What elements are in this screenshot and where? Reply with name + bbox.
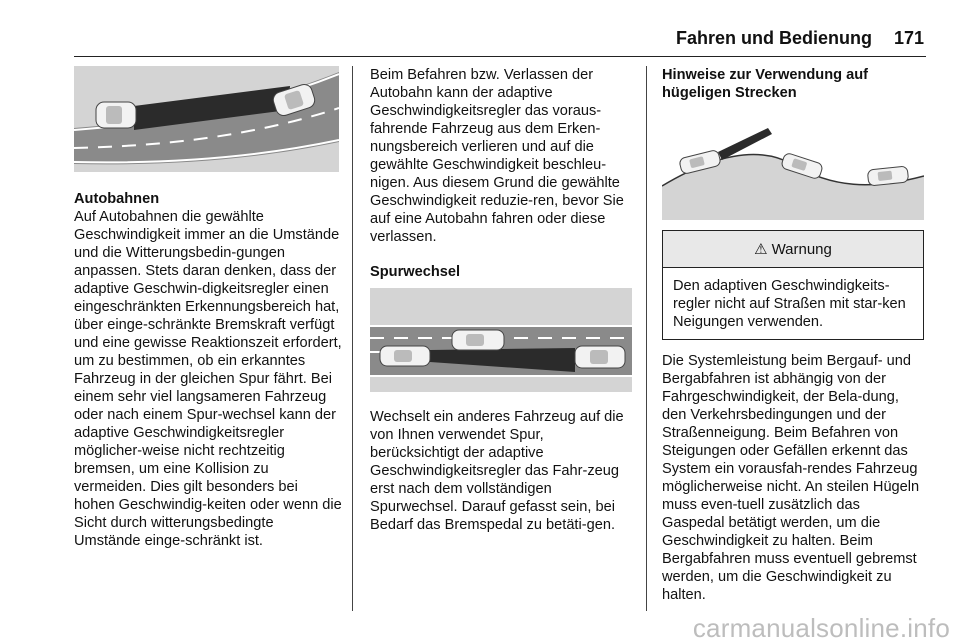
column-divider-2 <box>646 66 647 611</box>
paragraph-autobahnen: Auf Autobahnen die gewählte Geschwindigkeit immer an die Umstände und die Witterungsbedin-gungen anpassen. Stets daran denken, dass der adaptive Geschwin-digkeitsregler einen eingeschränkten Erkennungsbereich hat, über einge-schränkte Bremskraft verfügt und eine gewisse Reaktionszeit erfordert, um zu bestimmen, ob ein erkanntes Fahrzeug in der gleichen Spur fährt. Bei einem sehr viel langsameren Fahrzeug oder nach einem Spur-wechsel kann der adaptive Geschwindigkeitsregler möglicher-weise nicht rechtzeitig bremsen, um eine Kollision zu vermeiden. Dies gilt besonders bei hohen Geschwindig-keiten oder wenn die Sicht durch witterungsbedingte Umstände einge-schränkt ist. <box>74 209 342 549</box>
warning-box <box>662 230 924 340</box>
section-heading-huegelige-strecken: Hinweise zur Verwendung auf hügeligen Strecken <box>662 67 868 101</box>
page-number: 171 <box>893 28 924 48</box>
warning-text: Den adaptiven Geschwindigkeits-regler nicht auf Straßen mit star-ken Neigungen verwenden. <box>673 278 906 330</box>
section-heading-autobahnen: Autobahnen <box>74 191 160 207</box>
lane-change-illustration <box>370 288 632 392</box>
warning-title: Warnung <box>771 240 832 258</box>
section-heading-spurwechsel: Spurwechsel <box>370 264 461 280</box>
column-2-text-bottom <box>370 408 632 534</box>
warning-triangle-icon: ⚠ <box>754 241 768 258</box>
hilly-road-illustration <box>662 112 924 220</box>
column-2-text-top <box>370 66 632 246</box>
warning-header <box>663 231 923 268</box>
paragraph-autobahn-exit: Beim Befahren bzw. Verlassen der Autobahn kann der adaptive Geschwindigkeitsregler das voraus-fahrende Fahrzeug aus dem Erken-nungsbereich verlieren und auf die gewählte Geschwindigkeit beschleu-nigen. Aus diesem Grund die gewählte Geschwindigkeit reduzie-ren, bevor Sie auf eine Autobahn fahren oder diese verlassen. <box>370 67 624 245</box>
column-1-text <box>74 190 342 550</box>
paragraph-spurwechsel: Wechselt ein anderes Fahrzeug auf die von Ihnen verwendet Spur, berücksichtigt der adaptive Geschwindigkeitsregler das Fahr-zeug erst nach dem vollständigen Spurwechsel. Darauf gefasst sein, bei Bedarf das Bremspedal zu betäti-gen. <box>370 409 624 533</box>
column-3-text <box>662 352 926 604</box>
paragraph-systemleistung: Die Systemleistung beim Bergauf- und Bergabfahren ist abhängig von der Fahrgeschwindigkeit, der Bela-dung, den Verkehrsbedingungen und der Straßenneigung. Beim Befahren von Steigungen oder Gefällen erkennt das System ein vorausfah-rendes Fahrzeug möglicherweise nicht. An steilen Hügeln muss even-tuell zusätzlich das Gaspedal betätigt werden, um die Geschwindigkeit zu halten. Beim Bergabfahren muss eventuell gebremst werden, um die Geschwindigkeit zu halten. <box>662 353 920 603</box>
column-divider-1 <box>352 66 353 611</box>
header-rule <box>74 56 926 57</box>
column-3-heading <box>662 66 924 102</box>
page-header-title: Fahren und Bedienung <box>676 28 872 48</box>
watermark: carmanualsonline.info <box>692 613 950 643</box>
column-2-heading <box>370 263 632 281</box>
highway-curve-illustration <box>74 66 339 172</box>
